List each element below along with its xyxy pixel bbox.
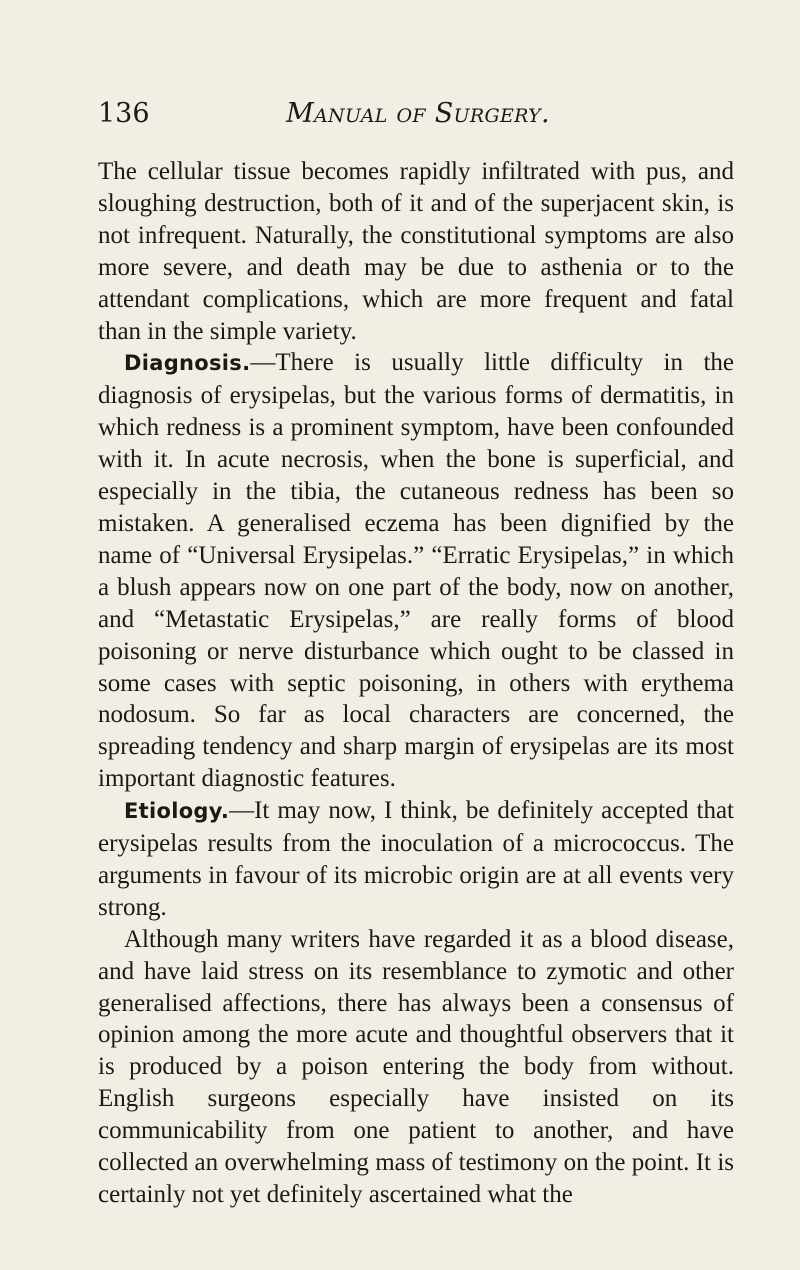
section-heading-etiology: Etiology. xyxy=(124,799,230,824)
paragraph-blood-disease xyxy=(98,924,734,1211)
paragraph-text: The cellular tissue becomes rapidly infiltrated with pus, and sloughing destruction, both of it and of the superjacent skin, is not infrequent. Naturally, the constitutional symptoms are also more severe, and death may be due to asthenia or to the attendant complications, which are more frequent and fatal than in the simple variety. xyxy=(98,158,734,345)
paragraph-text: —There is usually little difficulty in the diagnosis of erysipelas, but the various forms of dermatitis, in which redness is a prominent symptom, have been confounded with it. In acute necrosis, when the bone is superficial, and especially in the tibia, the cutaneous redness has been so mistaken. A generalised eczema has been dignified by the name of “Universal Erysipelas.” “Erratic Erysipelas,” in which a blush appears now on one part of the body, now on another, and “Metastatic Erysipelas,” are really forms of blood poisoning or nerve disturbance which ought to be classed in some cases with septic poisoning, in others with erythema nodosum. So far as local characters are concerned, the spreading tendency and sharp margin of erysipelas are its most important diagnostic features. xyxy=(98,349,734,793)
paragraph-text: Although many writers have regarded it as a blood disease, and have laid stress on its resemblance to zymotic and other generalised affections, there has always been a consensus of opinion among the more acute and thoughtful observers that it is produced by a poison entering the body from without. English surgeons especially have insisted on its communicability from one patient to another, and have collected an overwhelming mass of testimony on the point. It is certainly not yet definitely ascertained what the xyxy=(98,925,734,1208)
paragraph-cellular-tissue xyxy=(98,156,734,347)
running-title: Manual of Surgery. xyxy=(286,98,550,129)
paragraph-text: —It may now, I think, be definitely accepted that erysipelas results from the inoculation of a micrococcus. The arguments in favour of its microbic origin are at all events very strong. xyxy=(98,797,734,921)
paragraph-etiology xyxy=(98,795,734,924)
paragraph-diagnosis xyxy=(98,347,734,795)
page-header xyxy=(98,96,738,136)
body-text xyxy=(98,156,734,1211)
page-number: 136 xyxy=(98,98,150,129)
section-heading-diagnosis: Diagnosis. xyxy=(124,351,251,376)
